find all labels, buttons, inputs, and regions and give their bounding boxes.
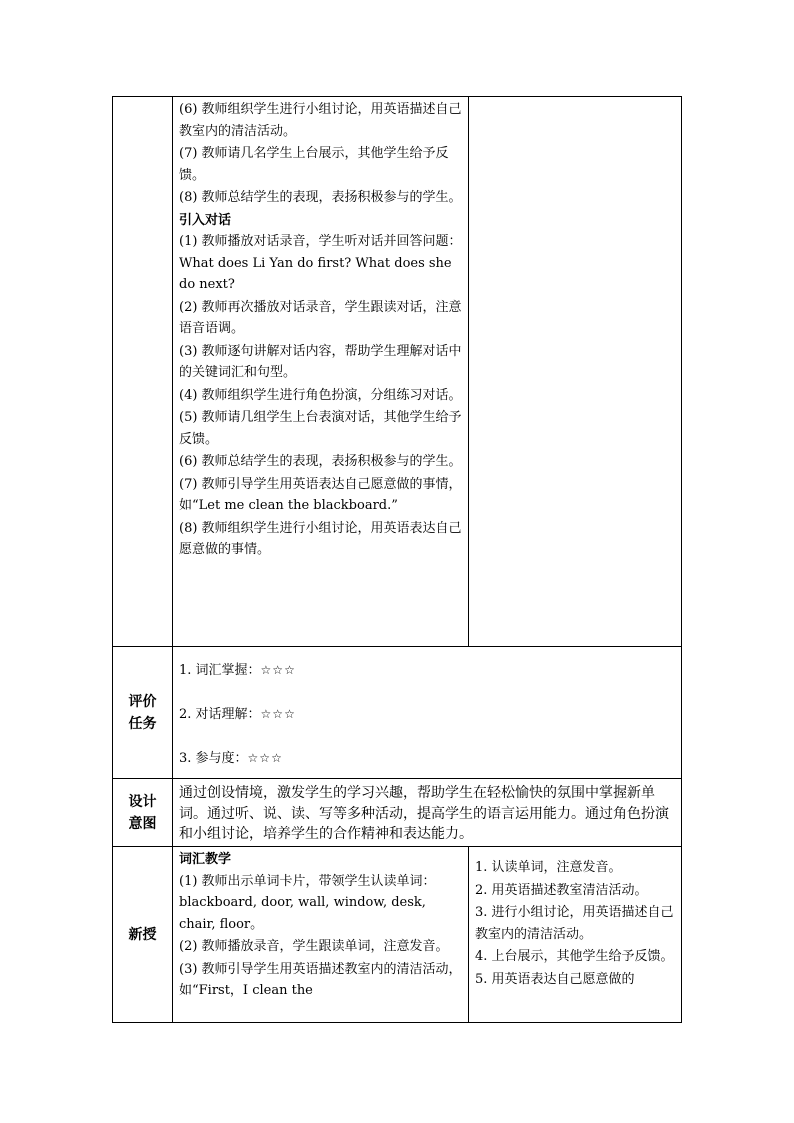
lesson-plan-table [112,96,682,1023]
dialogue-step: (6) 教师总结学生的表现，表扬积极参与的学生。 [179,454,462,469]
star-rating: ☆☆☆ [260,663,296,677]
dialogue-heading: 引入对话 [179,212,232,228]
activities-row [113,97,682,647]
student-step: 5. 用英语表达自己愿意做的 [475,971,635,987]
dialogue-step: (7) 教师引导学生用英语表达自己愿意做的事情，如“Let me clean the blackboard.” [179,476,462,513]
student-step: 3. 进行小组讨论，用英语描述自己教室内的清洁活动。 [475,905,674,942]
design-label: 设计意图 [113,779,173,847]
activities-label-cell [113,97,173,647]
evaluation-item: 3. 参与度：☆☆☆ [179,751,283,766]
teacher-step: (1) 教师出示单词卡片，带领学生认读单词：blackboard, door, wall, window, desk, chair, floor。 [179,873,436,932]
evaluation-item: 1. 词汇掌握：☆☆☆ [179,663,296,678]
dialogue-step: (1) 教师播放对话录音，学生听对话并回答问题：What does Li Yan do first? What does she do next? [179,234,462,292]
star-rating: ☆☆☆ [260,707,296,721]
new-teaching-row [113,847,682,1023]
dialogue-step: (3) 教师逐句讲解对话内容，帮助学生理解对话中的关键词汇和句型。 [179,343,462,380]
teacher-step: (2) 教师播放录音，学生跟读单词，注意发音。 [179,939,449,954]
teacher-step: (3) 教师引导学生用英语描述教室内的清洁活动，如“First，I clean the [179,961,462,998]
dialogue-step: (2) 教师再次播放对话录音，学生跟读对话，注意语音语调。 [179,299,462,336]
star-rating: ☆☆☆ [247,751,283,765]
new-teaching-student-cell [469,847,682,1023]
student-step: 1. 认读单词，注意发音。 [475,860,622,875]
new-teaching-teacher-cell [173,847,469,1023]
design-row [113,779,682,847]
dialogue-step: (8) 教师组织学生进行小组讨论，用英语表达自己愿意做的事情。 [179,520,462,557]
teacher-activities-cell [173,97,469,647]
activity-step: (7) 教师请几名学生上台展示，其他学生给予反馈。 [179,146,449,183]
vocabulary-heading: 词汇教学 [179,852,232,867]
evaluation-label: 评价任务 [113,647,173,779]
design-intent-text: 通过创设情境，激发学生的学习兴趣，帮助学生在轻松愉快的氛围中掌握新单词。通过听、说、读、写等多种活动，提高学生的语言运用能力。通过角色扮演和小组讨论，培养学生的合作精神和表达能力。 [173,779,682,847]
evaluation-row [113,647,682,779]
dialogue-step: (5) 教师请几组学生上台表演对话，其他学生给予反馈。 [179,410,462,447]
activity-step: (6) 教师组织学生进行小组讨论，用英语描述自己教室内的清洁活动。 [179,102,462,139]
activity-step: (8) 教师总结学生的表现，表扬积极参与的学生。 [179,190,462,205]
student-step: 2. 用英语描述教室清洁活动。 [475,882,648,898]
evaluation-cell [173,647,682,779]
student-activities-cell [469,97,682,647]
evaluation-item: 2. 对话理解：☆☆☆ [179,707,296,722]
new-teaching-label: 新授 [113,847,173,1023]
student-step: 4. 上台展示，其他学生给予反馈。 [475,949,674,964]
dialogue-step: (4) 教师组织学生进行角色扮演，分组练习对话。 [179,387,462,403]
